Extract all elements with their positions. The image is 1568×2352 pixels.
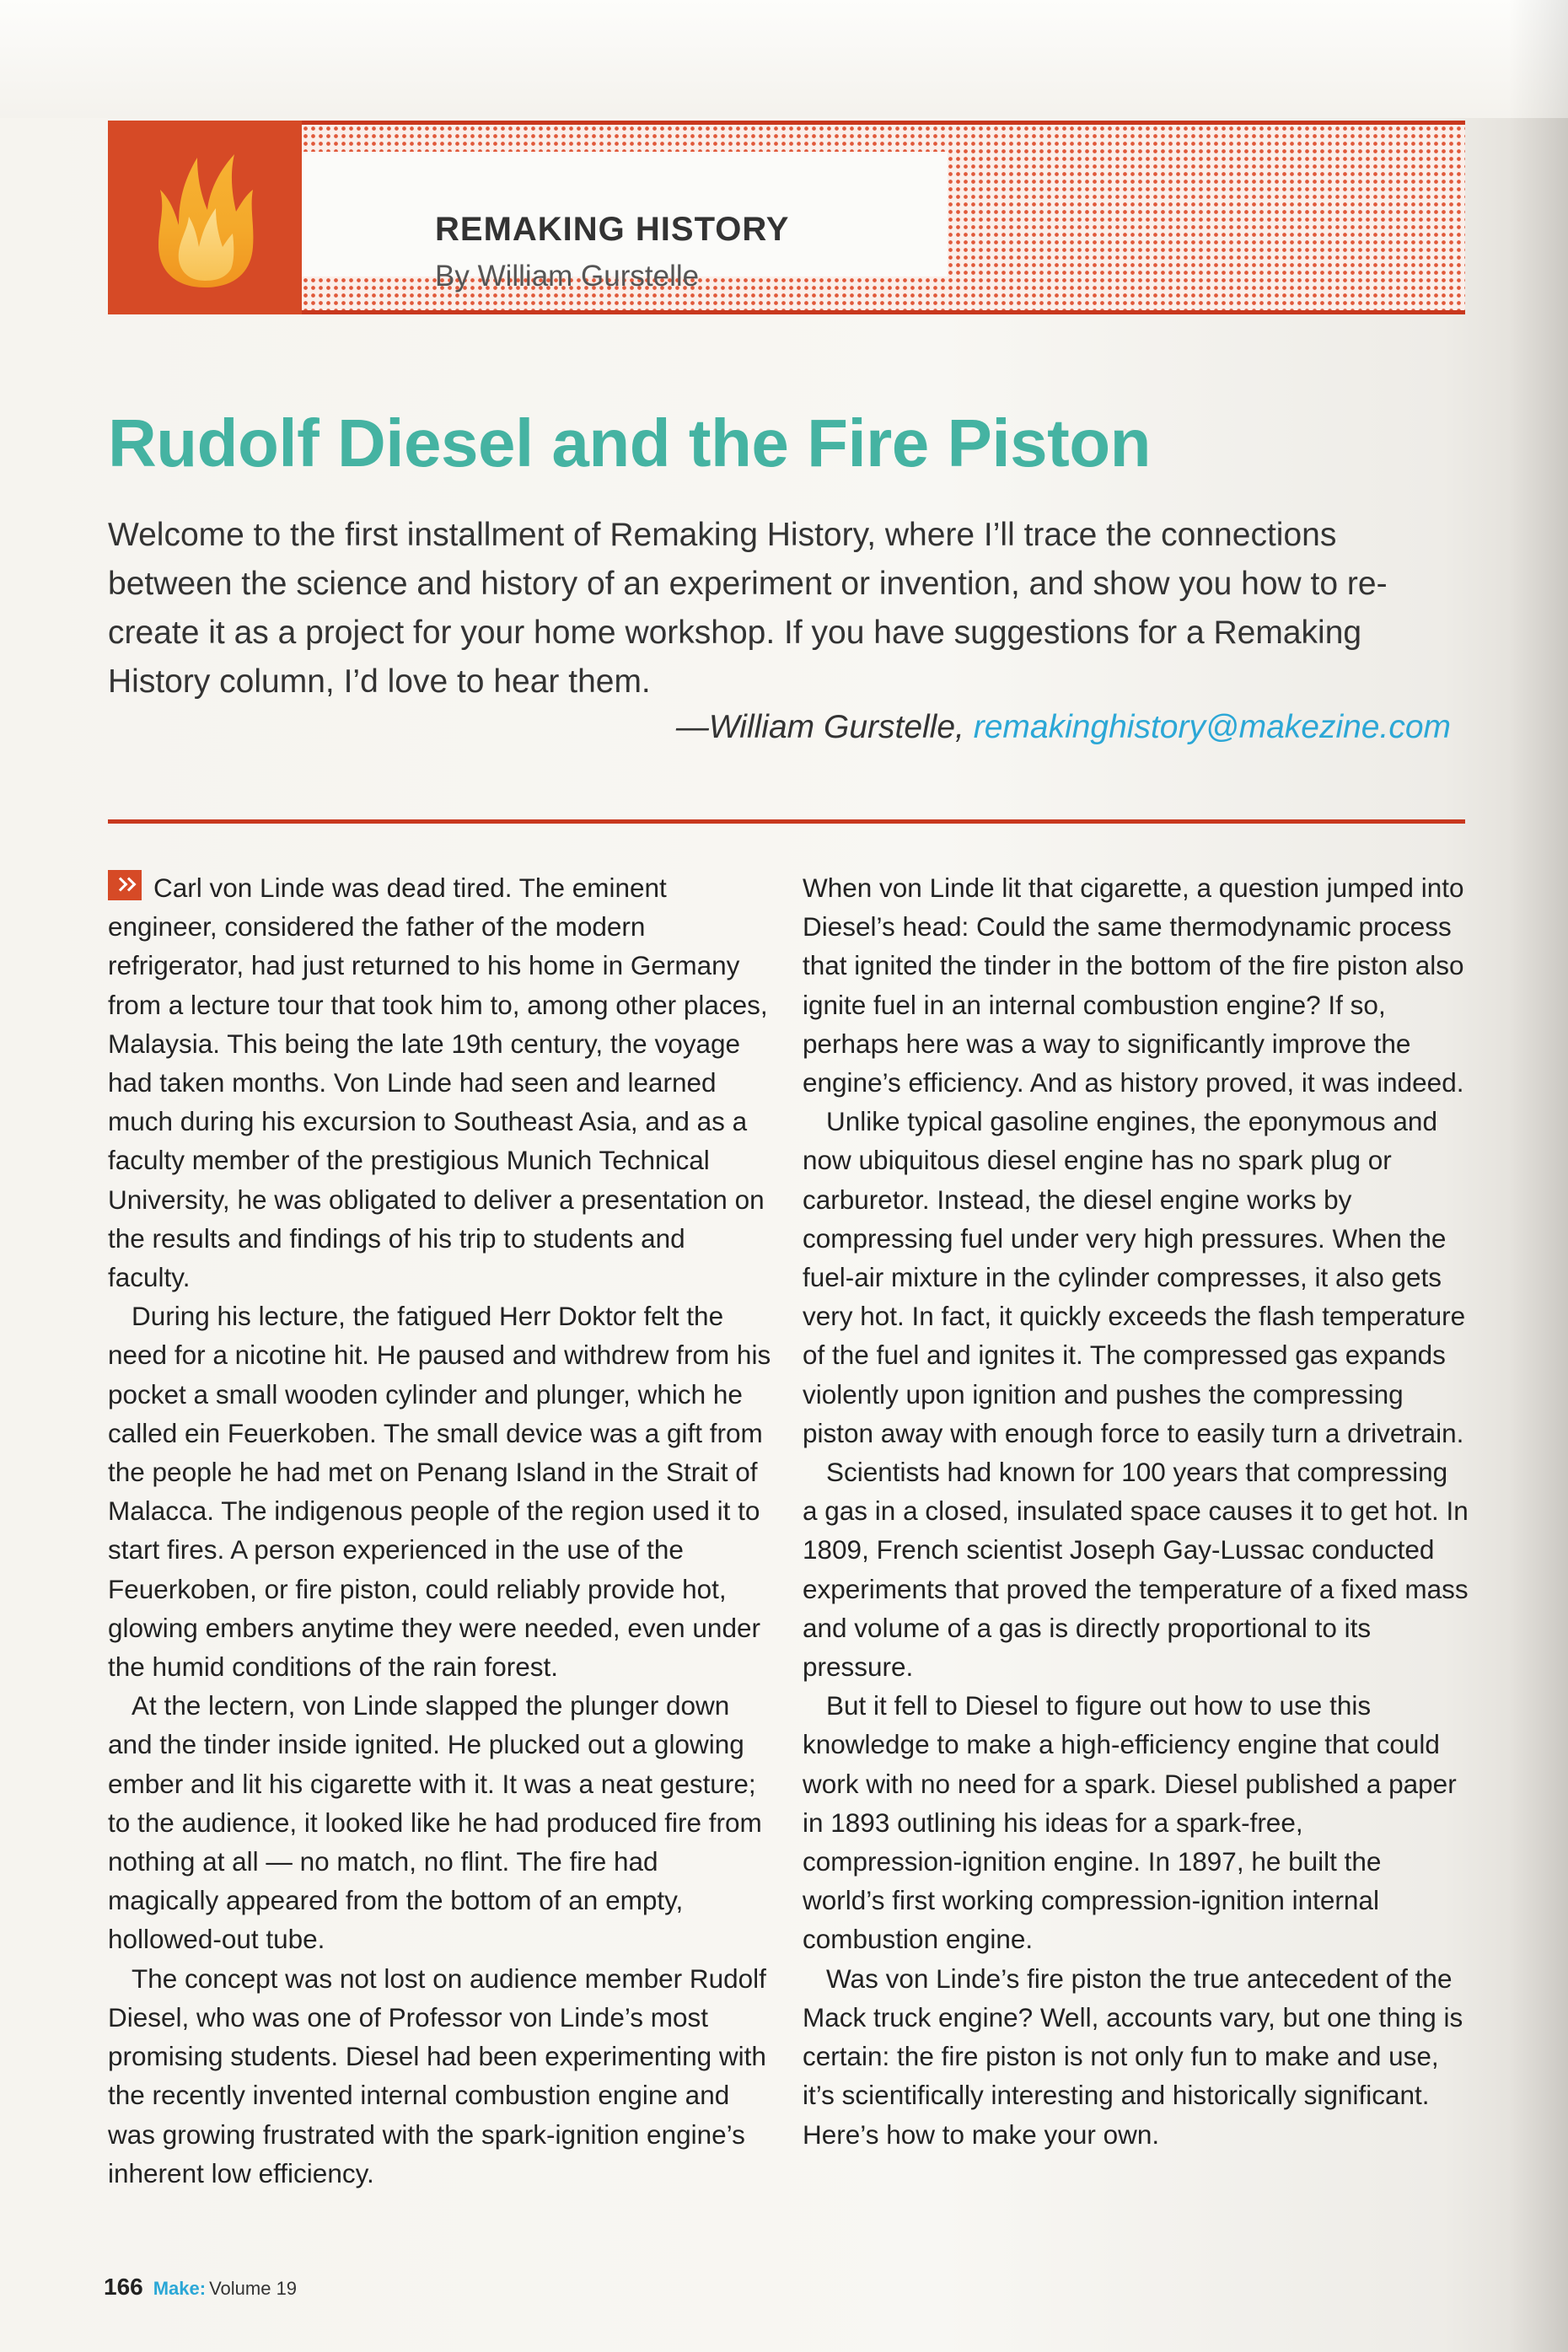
article-title: Rudolf Diesel and the Fire Piston bbox=[108, 405, 1151, 481]
magazine-name: Make: bbox=[153, 2278, 207, 2299]
column-header-banner bbox=[108, 121, 1465, 314]
series-title: REMAKING HISTORY bbox=[435, 211, 790, 248]
body-paragraph: But it fell to Diesel to figure out how to use this knowledge to make a high-efficiency engine that could work with no need for a spark. Diesel published a paper in 1893 outlining his ideas for a spark-free, compression-ignition engine. In 1897, he built the world’s first working compression-ignition internal combustion engine. bbox=[803, 1690, 1457, 1955]
flame-logo-box bbox=[108, 121, 302, 314]
body-paragraph: When von Linde lit that cigarette, a question jumped into Diesel’s head: Could the same thermodynamic process that ignited the tinder in the bottom of the fire piston also ignite fuel in an internal combustion engine? If so, perhaps here was a way to significantly improve the engine’s efficiency. And as history proved, it was indeed. bbox=[803, 873, 1464, 1098]
signature-author: —William Gurstelle, bbox=[675, 709, 964, 745]
body-paragraph: The concept was not lost on audience member Rudolf Diesel, who was one of Professor von Linde’s most promising students. Diesel had been experimenting with the recently invented internal combustion engine and was growing frustrated with the spark-ignition engine’s inherent low efficiency. bbox=[108, 1963, 766, 2188]
flame-icon bbox=[108, 121, 302, 314]
body-paragraph: At the lectern, von Linde slapped the plunger down and the tinder inside ignited. He plucked out a glowing ember and lit his cigarette with it. It was a neat gesture; to the audience, it looked like he had produced fire from nothing at all — no match, no flint. The fire had magically appeared from the bottom of an empty, hollowed-out tube. bbox=[108, 1690, 762, 1955]
body-paragraph: Unlike typical gasoline engines, the eponymous and now ubiquitous diesel engine has no spark plug or carburetor. Instead, the diesel engine works by compressing fuel under very high pressures. When the fuel-air mixture in the cylinder compresses, it also gets very hot. In fact, it quickly exceeds the flash temperature of the fuel and ignites it. The compressed gas expands violently upon ignition and pushes the compressing piston away with enough force to easily turn a drivetrain. bbox=[803, 1106, 1466, 1448]
band-label-panel bbox=[302, 152, 948, 293]
intro-paragraph: Welcome to the first installment of Remaking History, where I’ll trace the connections between the science and history of an experiment or invention, and show you how to re-create it as a project for your home workshop. If you have suggestions for a Remaking History column, I’d love to hear them. bbox=[108, 517, 1388, 700]
signature-email-link[interactable]: remakinghistory@makezine.com bbox=[973, 709, 1451, 745]
volume-label: Volume 19 bbox=[209, 2278, 298, 2299]
body-column-right bbox=[803, 868, 1469, 2154]
body-column-left bbox=[108, 868, 774, 2193]
halftone-band bbox=[302, 121, 1465, 314]
page-number: 166 bbox=[104, 2274, 143, 2300]
body-paragraph: Was von Linde’s fire piston the true antecedent of the Mack truck engine? Well, accounts vary, but one thing is certain: the fire piston is not only fun to make and use, it’s scientifically interesting and historically significant. Here’s how to make your own. bbox=[803, 1963, 1463, 2150]
byline: By William Gurstelle bbox=[435, 260, 700, 293]
section-divider bbox=[108, 819, 1465, 824]
body-paragraph: Scientists had known for 100 years that compressing a gas in a closed, insulated space causes it to get hot. In 1809, French scientist Joseph Gay-Lussac conducted experiments that proved the temperature of a fixed mass and volume of a gas is directly proportional to its pressure. bbox=[803, 1457, 1469, 1683]
body-paragraph: During his lecture, the fatigued Herr Doktor felt the need for a nicotine hit. He paused and withdrew from his pocket a small wooden cylinder and plunger, which he called ein Feuerkoben. The small device was a gift from the people he had met on Penang Island in the Strait of Malacca. The indigenous people of the region used it to start fires. A person experienced in the use of the Feuerkoben, or fire piston, could reliably provide hot, glowing embers anytime they were needed, even under the humid conditions of the rain forest. bbox=[108, 1301, 771, 1683]
intro-signature bbox=[108, 709, 1451, 746]
body-paragraph bbox=[108, 868, 774, 1297]
page-footer bbox=[104, 2274, 297, 2301]
body-paragraph-text: Carl von Linde was dead tired. The eminent engineer, considered the father of the modern refrigerator, had just returned to his home in Germany from a lecture tour that took him to, among other places, Malaysia. This being the late 19th century, the voyage had taken months. Von Linde had seen and learned much during his excursion to Southeast Asia, and as a faculty member of the prestigious Munich Technical University, he was obligated to deliver a presentation on the results and findings of his trip to students and faculty. bbox=[108, 873, 768, 1293]
double-chevron-icon bbox=[108, 870, 142, 900]
